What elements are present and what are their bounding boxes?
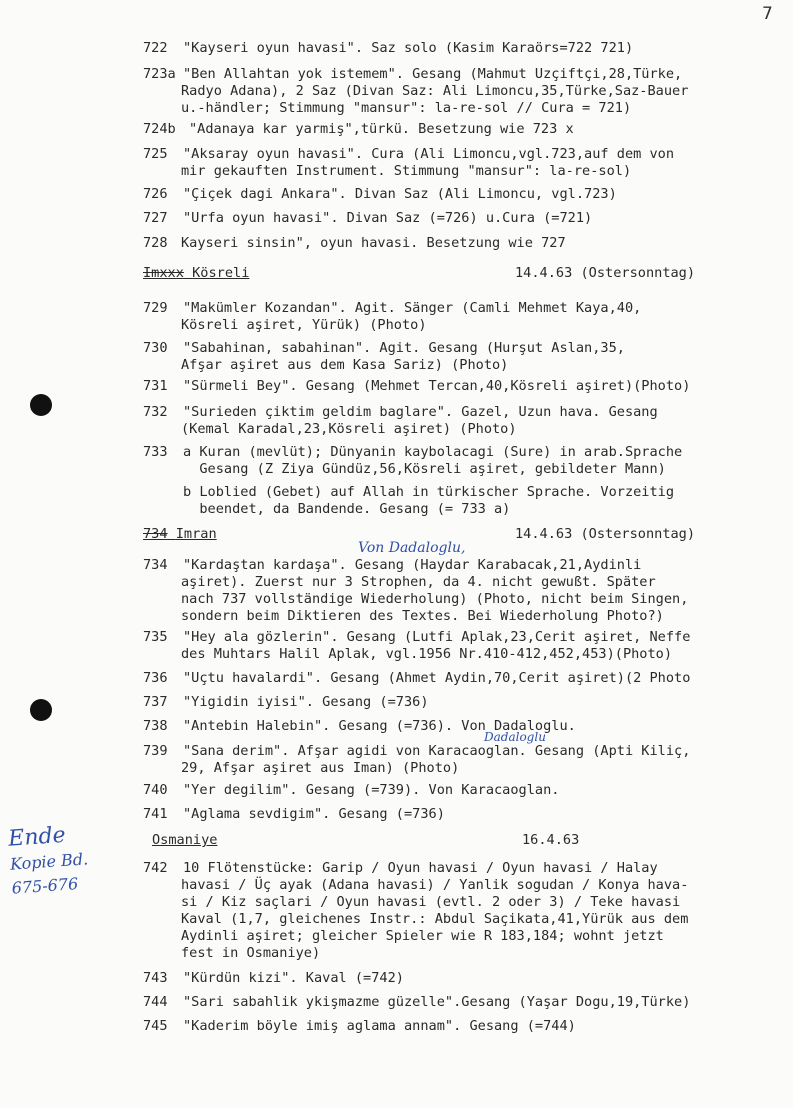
entry-733: 733 a Kuran (mevlüt); Dünyanin kaybolacagi (Sure) in arab.Sprache Gesang (Z Ziya Gündüz,56,Kösreli aşiret, gebildeter Mann) b Loblied (Gebet) auf Allah in türkischer Sprache. Vorzeitig beendet, da Bandende. Gesang (= 733 a): [143, 444, 683, 517]
entry-728: 728 Kayseri sinsin", oyun havasi. Besetzung wie 727: [143, 235, 566, 251]
header-title: Imran: [175, 526, 217, 542]
entry-736: 736 "Uçtu havalardi". Gesang (Ahmet Aydin,70,Cerit aşiret)(2 Photo: [143, 670, 691, 686]
punch-hole-bottom: [30, 699, 52, 721]
entry-743: 743 "Kürdün kizi". Kaval (=742): [143, 970, 404, 986]
entry-732: 732 "Surieden çiktim geldim baglare". Gazel, Uzun hava. Gesang (Kemal Karadal,23,Kösreli aşiret) (Photo): [143, 404, 658, 437]
entry-742: 742 10 Flötenstücke: Garip / Oyun havasi / Oyun havasi / Halay havasi / Üç ayak (Adana havasi) / Yanlik sogudan / Konya hava- si / Kiz saçlari / Oyun havasi (evtl. 2 oder 3) / Teke havasi Kaval (1,7, gleichenes Instr.: Abdul Saçikata,41,Yürük aus dem Aydinli aşiret; gleicher Spieler wie R 183,184; wohnt jetzt fest in Osmaniye): [143, 860, 689, 961]
entry-734: 734 "Kardaştan kardaşa". Gesang (Haydar Karabacak,21,Aydinli aşiret). Zuerst nur 3 Strophen, da 4. nicht gewußt. Später nach 737 vollständige Wiederholung) (Photo, nicht beim Singen, sondern beim Diktieren des Textes. Bei Wiederholung Photo?): [143, 557, 689, 624]
header-date: 14.4.63 (Ostersonntag): [515, 526, 696, 542]
header-date: 16.4.63: [522, 832, 580, 848]
entry-726: 726 "Çiçek dagi Ankara". Divan Saz (Ali Limoncu, vgl.723): [143, 186, 617, 202]
section-header-imran: [143, 526, 763, 544]
entry-729: 729 "Makümler Kozandan". Agit. Sänger (Camli Mehmet Kaya,40, Kösreli aşiret, Yürük) (Photo): [143, 300, 642, 333]
header-prefix: Imxxx: [143, 265, 184, 281]
punch-hole-top: [30, 394, 52, 416]
entry-738: 738 "Antebin Halebin". Gesang (=736). Von Dadaloglu.: [143, 718, 576, 734]
entry-737: 737 "Yigidin iyisi". Gesang (=736): [143, 694, 429, 710]
entry-745: 745 "Kaderim böyle imiş aglama annam". Gesang (=744): [143, 1018, 576, 1034]
entry-731: 731 "Sürmeli Bey". Gesang (Mehmet Tercan,40,Kösreli aşiret)(Photo): [143, 378, 691, 394]
entry-741: 741 "Aglama sevdigim". Gesang (=736): [143, 806, 445, 822]
entry-739: 739 "Sana derim". Afşar agidi von Karacaoglan. Gesang (Apti Kiliç, 29, Afşar aşiret aus Iman) (Photo): [143, 743, 691, 776]
section-header-koesreli: [143, 265, 763, 283]
annotation-739: Dadaloglu: [484, 730, 546, 744]
header-prefix: 734: [143, 526, 168, 542]
section-header-osmaniye: [152, 832, 772, 850]
header-date: 14.4.63 (Ostersonntag): [515, 265, 696, 281]
entry-744: 744 "Sari sabahlik ykişmazme güzelle".Gesang (Yaşar Dogu,19,Türke): [143, 994, 691, 1010]
entry-735: 735 "Hey ala gözlerin". Gesang (Lutfi Aplak,23,Cerit aşiret, Neffe des Muhtars Halil Aplak, vgl.1956 Nr.410-412,452,453)(Photo): [143, 629, 691, 662]
entry-727: 727 "Urfa oyun havasi". Divan Saz (=726) u.Cura (=721): [143, 210, 593, 226]
entry-724: 724b "Adanaya kar yarmiş",türkü. Besetzung wie 723 x: [143, 121, 574, 137]
entry-723: 723a "Ben Allahtan yok istemem". Gesang (Mahmut Uzçiftçi,28,Türke, Radyo Adana), 2 Saz (Divan Saz: Ali Limoncu,35,Türke,Saz-Bauer u.-händler; Stimmung "mansur": la-re-sol // Cura = 721): [143, 66, 689, 116]
page-number: 7: [762, 4, 773, 24]
annotation-734: Von Dadaloglu,: [358, 540, 466, 556]
entry-722: 722 "Kayseri oyun havasi". Saz solo (Kasim Karaörs=722 721): [143, 40, 634, 56]
header-title: Osmaniye: [152, 832, 218, 848]
entry-730: 730 "Sabahinan, sabahinan". Agit. Gesang (Hurşut Aslan,35, Afşar aşiret aus dem Kasa Sariz) (Photo): [143, 340, 625, 373]
header-title: Kösreli: [192, 265, 250, 281]
entry-725: 725 "Aksaray oyun havasi". Cura (Ali Limoncu,vgl.723,auf dem von mir gekauften Instrument. Stimmung "mansur": la-re-sol): [143, 146, 675, 179]
entry-740: 740 "Yer degilim". Gesang (=739). Von Karacaoglan.: [143, 782, 560, 798]
margin-note: Ende Kopie Bd. 675-676: [7, 822, 89, 898]
